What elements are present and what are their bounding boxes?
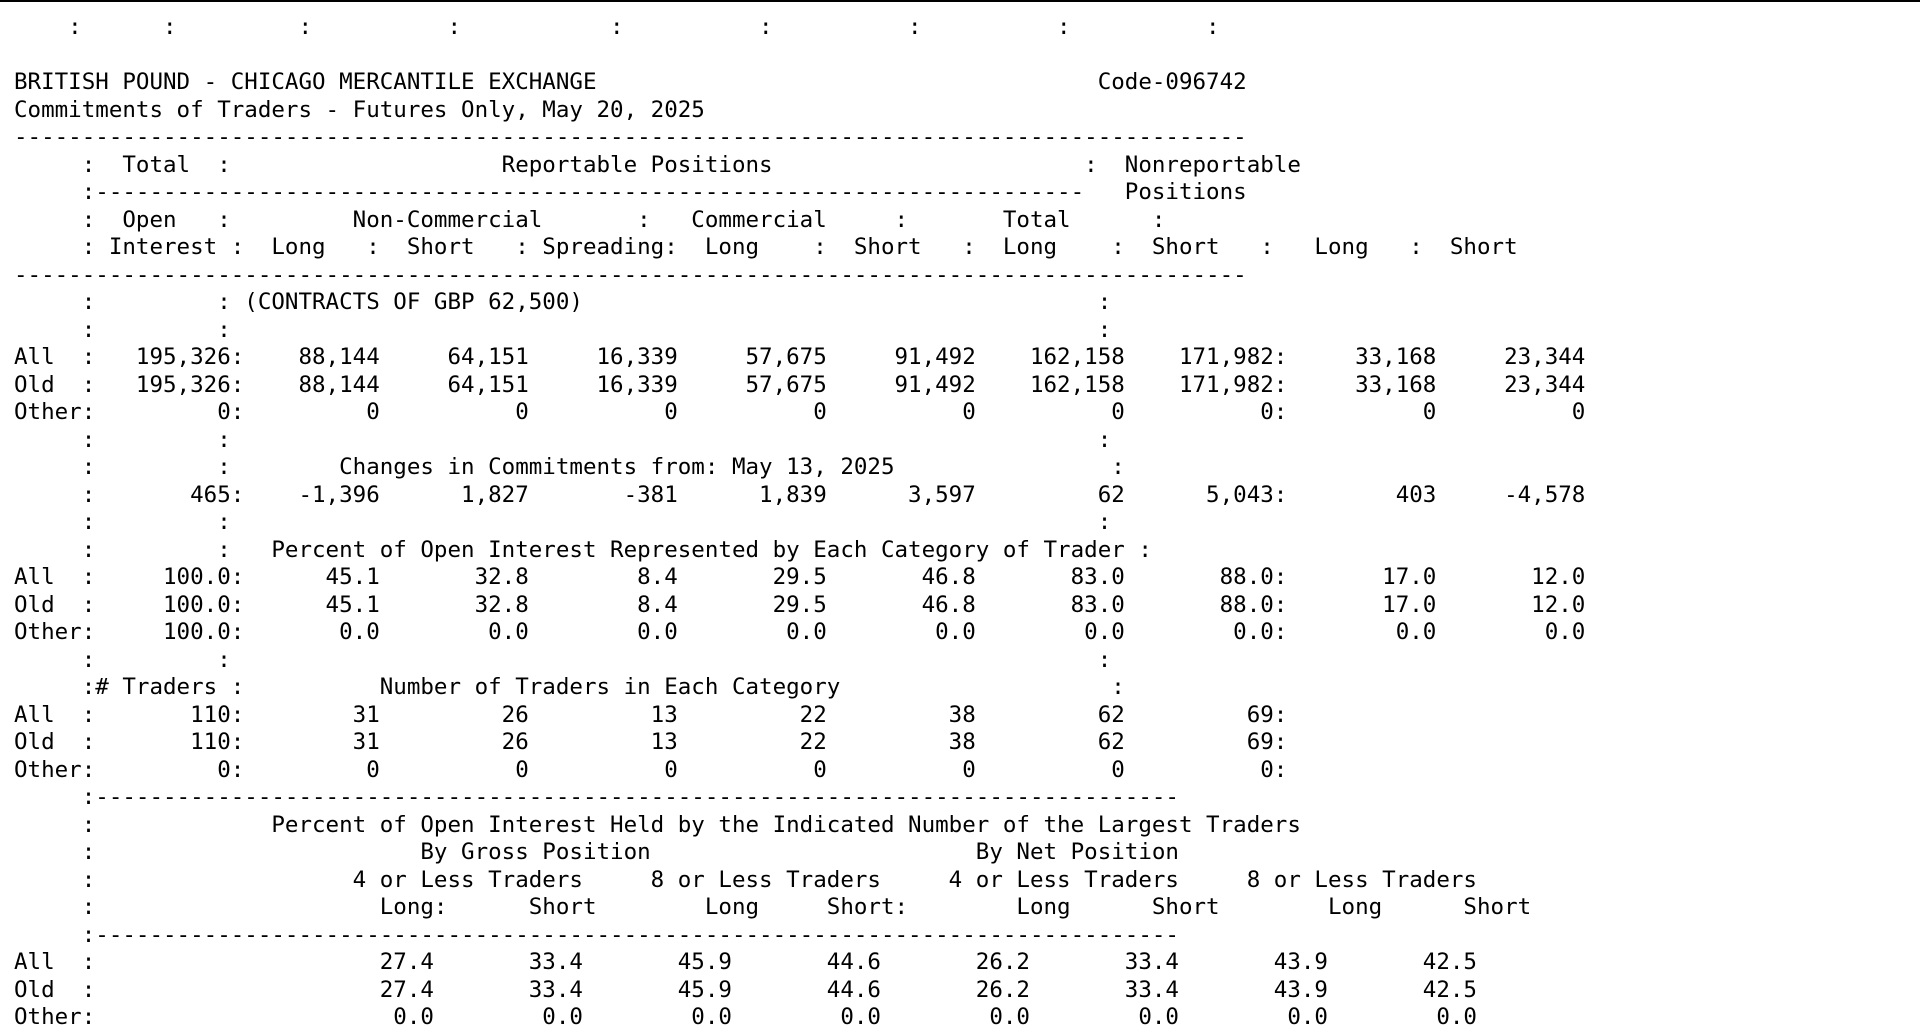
cot-report-text [14,14,1585,1032]
report-line: : Percent of Open Interest Held by the Indicated Number of the Largest Traders [14,811,1301,838]
report-line: : 4 or Less Traders 8 or Less Traders 4 or Less Traders 8 or Less Traders [14,866,1477,893]
report-line: All : 195,326: 88,144 64,151 16,339 57,675 91,492 162,158 171,982: 33,168 23,344 [14,344,1586,370]
report-line: : : Changes in Commitments from: May 13, 2025 : [14,454,1125,480]
report-line: : Open : Non-Commercial : Commercial : Total : [14,206,1166,233]
report-line: BRITISH POUND - CHICAGO MERCANTILE EXCHANGE Code-096742 [14,69,1247,95]
report-line: : : (CONTRACTS OF GBP 62,500) : [14,289,1112,315]
report-line: Old : 27.4 33.4 45.9 44.6 26.2 33.4 43.9 42.5 [14,976,1477,1003]
report-line: All : 100.0: 45.1 32.8 8.4 29.5 46.8 83.0 88.0: 17.0 12.0 [14,564,1586,590]
report-line: Other: 0.0 0.0 0.0 0.0 0.0 0.0 0.0 0.0 [14,1004,1477,1030]
report-line: Other: 0: 0 0 0 0 0 0 0: 0 0 [14,399,1586,425]
report-line: : Long: Short Long Short: Long Short Long Short [14,894,1532,920]
report-line: : Total : Reportable Positions : Nonreportable [14,151,1301,178]
report-line: : By Gross Position By Net Position [14,839,1179,865]
top-rule [0,0,1920,2]
report-line: :-------------------------------------------------------------------------------- [14,784,1179,810]
report-line: ------------------------------------------------------------------------------------------- [14,124,1247,150]
report-line: : Interest : Long : Short : Spreading: Long : Short : Long : Short : Long : Short [14,234,1518,260]
report-line [14,42,1585,70]
report-line: :-------------------------------------------------------------------------------- [14,921,1179,948]
report-line: : 465: -1,396 1,827 -381 1,839 3,597 62 5,043: 403 -4,578 [14,481,1586,508]
report-line: All : 110: 31 26 13 22 38 62 69: [14,701,1288,728]
report-line: : : : [14,646,1112,673]
report-line: Old : 110: 31 26 13 22 38 62 69: [14,729,1288,755]
report-line: : : : : : : : : : [14,14,1220,40]
report-line: : : : [14,509,1112,535]
report-line: Old : 195,326: 88,144 64,151 16,339 57,675 91,492 162,158 171,982: 33,168 23,344 [14,371,1586,398]
report-line: : : : [14,316,1112,343]
report-line: : : Percent of Open Interest Represented by Each Category of Trader : [14,536,1152,563]
report-line: Other: 100.0: 0.0 0.0 0.0 0.0 0.0 0.0 0.0: 0.0 0.0 [14,619,1586,645]
report-line: Other: 0: 0 0 0 0 0 0 0: [14,756,1288,783]
report-line: ------------------------------------------------------------------------------------------- [14,261,1247,288]
report-line: :------------------------------------------------------------------------- Positions [14,179,1247,205]
report-line: :# Traders : Number of Traders in Each Category : [14,674,1125,700]
report-line: Commitments of Traders - Futures Only, May 20, 2025 [14,96,705,123]
report-line: : : : [14,426,1112,453]
report-line: All : 27.4 33.4 45.9 44.6 26.2 33.4 43.9 42.5 [14,949,1477,975]
report-line: Old : 100.0: 45.1 32.8 8.4 29.5 46.8 83.0 88.0: 17.0 12.0 [14,591,1586,618]
